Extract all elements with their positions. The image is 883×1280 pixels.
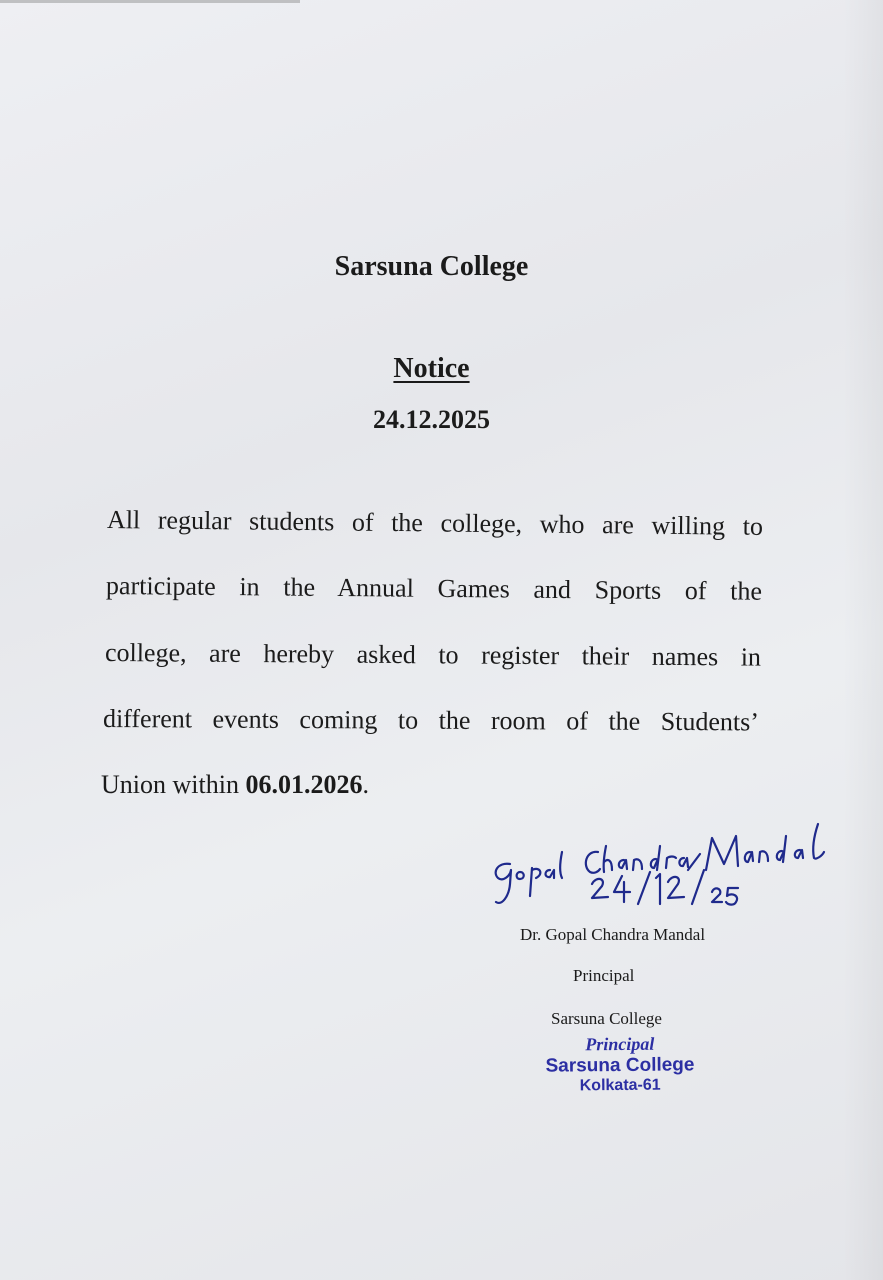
handwritten-signature [488,812,858,917]
stamp-designation: Principal [585,1033,655,1055]
notice-body-line: participate in the Annual Games and Sports of the [105,571,763,606]
signatory-name: Dr. Gopal Chandra Mandal [520,925,706,944]
notice-date: 24.12.2025 [373,405,490,434]
notice-body-line: All regular students of the college, who are willing to [106,505,764,541]
notice-heading-text: Notice [393,353,470,384]
notice-body-last-line [101,770,369,800]
stamp-institution: Sarsuna College [545,1054,695,1077]
college-title: Sarsuna College [334,251,529,282]
official-stamp [535,1033,706,1095]
notice-body-line: college, are hereby asked to register their names in [104,638,762,672]
paper-edge [0,0,300,3]
last-line-suffix: . [362,770,369,799]
notice-heading [0,353,863,385]
notice-body-line: different events coming to the room of the Students’ [102,704,760,737]
last-line-prefix: Union within [101,770,246,799]
deadline-date: 06.01.2026 [245,770,363,799]
signatory-institution: Sarsuna College [551,1009,662,1028]
stamp-city: Kolkata-61 [579,1076,661,1094]
signatory-designation: Principal [573,966,635,985]
paper-shadow [843,0,883,1280]
